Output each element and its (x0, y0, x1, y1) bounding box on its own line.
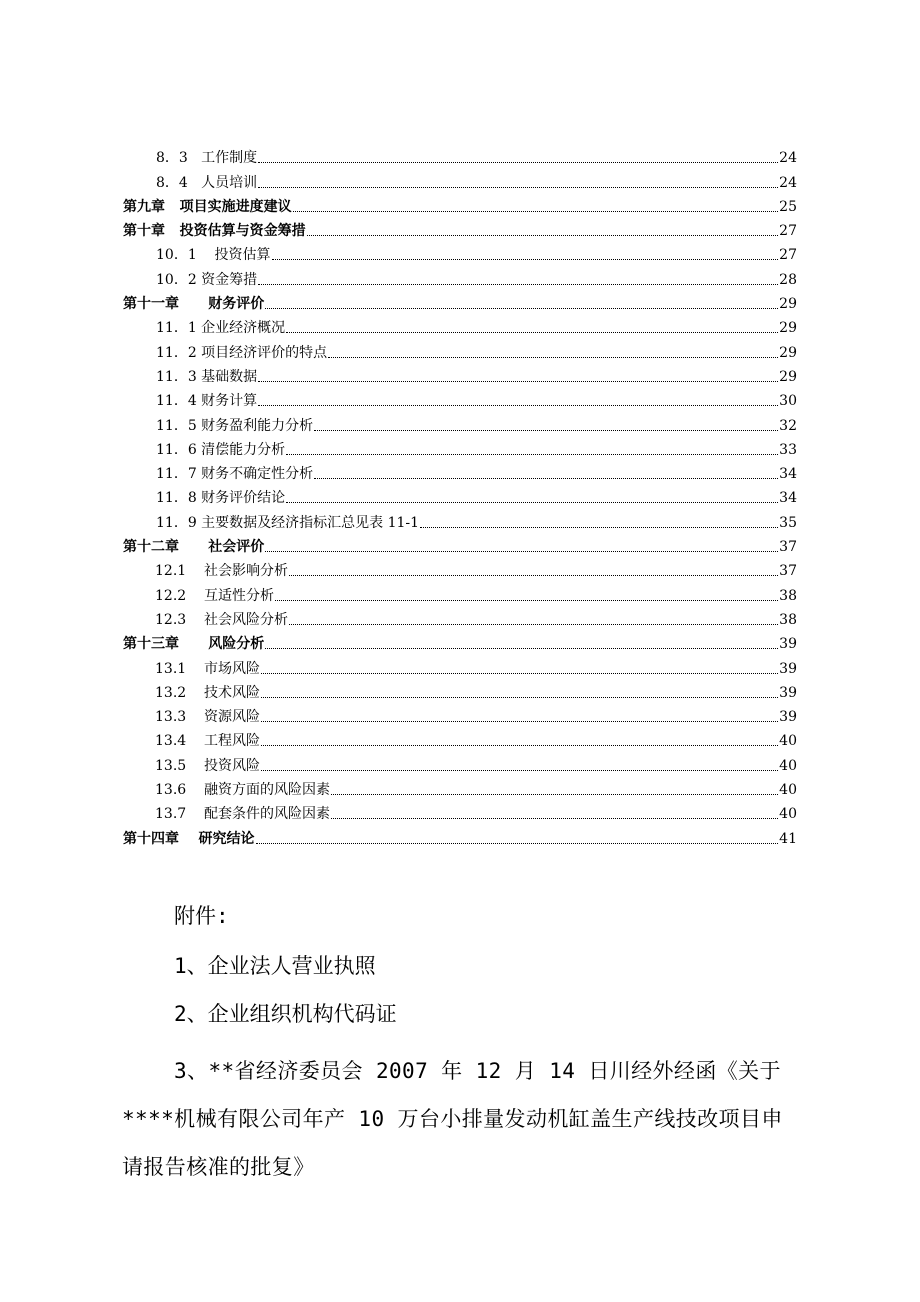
toc-entry-label: 13.5 投资风险 (155, 757, 260, 774)
toc-entry-label: 11．4 财务计算 (156, 393, 258, 410)
toc-leader-dots (261, 696, 778, 698)
toc-page-number: 41 (779, 830, 797, 847)
toc-leader-dots (289, 623, 778, 625)
toc-page-number: 40 (779, 782, 797, 799)
toc-section-row[interactable] (123, 143, 797, 167)
attachment-item-3: 3、**省经济委员会 2007 年 12 月 14 日川经外经函《关于****机械有限公司年产 10 万台小排量发动机缸盖生产线技改项目申请报告核准的批复》 (122, 1059, 783, 1179)
toc-page-number: 34 (779, 466, 797, 483)
table-of-contents (123, 143, 797, 848)
toc-page-number: 29 (779, 368, 797, 385)
toc-entry-label: 11．6 清偿能力分析 (156, 441, 286, 458)
toc-section-row[interactable] (123, 799, 797, 823)
toc-page-number: 38 (779, 611, 797, 628)
toc-section-row[interactable] (123, 605, 797, 629)
toc-page-number: 37 (779, 563, 797, 580)
toc-page-number: 33 (779, 441, 797, 458)
toc-leader-dots (265, 307, 778, 309)
toc-leader-dots (289, 574, 778, 576)
toc-entry-label: 13.1 市场风险 (155, 660, 260, 677)
toc-section-row[interactable] (123, 483, 797, 507)
attachments-heading: 附件: (174, 904, 229, 928)
toc-chapter-row[interactable] (123, 823, 797, 847)
toc-page-number: 40 (779, 757, 797, 774)
toc-page-number: 30 (779, 393, 797, 410)
toc-section-row[interactable] (123, 556, 797, 580)
toc-page-number: 39 (779, 660, 797, 677)
toc-entry-label: 11．1 企业经济概况 (156, 320, 286, 337)
toc-leader-dots (314, 429, 778, 431)
toc-entry-label: 第十二章 社会评价 (123, 539, 265, 556)
toc-leader-dots (258, 380, 778, 382)
toc-entry-label: 第九章 项目实施进度建议 (123, 198, 292, 215)
toc-leader-dots (258, 161, 778, 163)
toc-section-row[interactable] (123, 313, 797, 337)
toc-page-number: 39 (779, 709, 797, 726)
toc-leader-dots (272, 258, 779, 260)
toc-entry-label: 第十章 投资估算与资金筹措 (123, 223, 306, 240)
toc-section-row[interactable] (123, 167, 797, 191)
toc-leader-dots (258, 283, 778, 285)
toc-leader-dots (314, 477, 778, 479)
toc-entry-label: 11．2 项目经济评价的特点 (156, 344, 328, 361)
toc-section-row[interactable] (123, 410, 797, 434)
toc-page-number: 40 (779, 806, 797, 823)
toc-page-number: 39 (779, 684, 797, 701)
toc-entry-label: 12.2 互适性分析 (155, 587, 274, 604)
toc-leader-dots (261, 672, 778, 674)
toc-page-number: 27 (779, 223, 797, 240)
toc-leader-dots (261, 769, 778, 771)
toc-section-row[interactable] (123, 702, 797, 726)
toc-section-row[interactable] (123, 386, 797, 410)
toc-leader-dots (420, 526, 778, 528)
toc-entry-label: 12.3 社会风险分析 (155, 611, 288, 628)
toc-leader-dots (286, 331, 778, 333)
toc-entry-label: 8．3 工作制度 (156, 150, 258, 167)
toc-page-number: 38 (779, 587, 797, 604)
toc-chapter-row[interactable] (123, 192, 797, 216)
toc-section-row[interactable] (123, 362, 797, 386)
toc-page-number: 29 (779, 344, 797, 361)
toc-entry-label: 13.4 工程风险 (155, 733, 260, 750)
toc-entry-label: 第十一章 财务评价 (123, 296, 265, 313)
toc-section-row[interactable] (123, 459, 797, 483)
toc-section-row[interactable] (123, 435, 797, 459)
toc-chapter-row[interactable] (123, 216, 797, 240)
toc-leader-dots (328, 356, 778, 358)
toc-leader-dots (258, 186, 778, 188)
toc-page-number: 37 (779, 539, 797, 556)
toc-leader-dots (261, 720, 778, 722)
attachment-item-2: 2、企业组织机构代码证 (174, 1002, 397, 1026)
toc-entry-label: 11．8 财务评价结论 (156, 490, 286, 507)
toc-section-row[interactable] (123, 337, 797, 361)
toc-section-row[interactable] (123, 678, 797, 702)
toc-entry-label: 12.1 社会影响分析 (155, 563, 288, 580)
toc-page-number: 35 (779, 514, 797, 531)
toc-section-row[interactable] (123, 507, 797, 531)
toc-leader-dots (275, 599, 778, 601)
toc-section-row[interactable] (123, 653, 797, 677)
toc-leader-dots (307, 234, 779, 236)
toc-leader-dots (258, 404, 778, 406)
toc-leader-dots (293, 210, 779, 212)
toc-leader-dots (261, 744, 778, 746)
toc-entry-label: 13.3 资源风险 (155, 709, 260, 726)
toc-leader-dots (331, 817, 778, 819)
toc-section-row[interactable] (123, 264, 797, 288)
toc-page-number: 24 (779, 150, 797, 167)
toc-entry-label: 13.2 技术风险 (155, 684, 260, 701)
toc-page-number: 40 (779, 733, 797, 750)
toc-entry-label: 13.7 配套条件的风险因素 (155, 806, 330, 823)
toc-leader-dots (286, 453, 778, 455)
toc-section-row[interactable] (123, 726, 797, 750)
toc-entry-label: 10．1 投资估算 (156, 247, 271, 264)
toc-entry-label: 11．7 财务不确定性分析 (156, 466, 314, 483)
toc-chapter-row[interactable] (123, 629, 797, 653)
toc-entry-label: 11．9 主要数据及经济指标汇总见表 11-1 (156, 514, 420, 531)
toc-entry-label: 8．4 人员培训 (156, 174, 258, 191)
toc-leader-dots (256, 842, 779, 844)
toc-section-row[interactable] (123, 580, 797, 604)
toc-section-row[interactable] (123, 750, 797, 774)
toc-leader-dots (265, 550, 778, 552)
toc-page-number: 25 (779, 198, 797, 215)
toc-entry-label: 10．2 资金筹措 (156, 271, 258, 288)
toc-chapter-row[interactable] (123, 532, 797, 556)
toc-section-row[interactable] (123, 775, 797, 799)
toc-leader-dots (286, 501, 778, 503)
toc-page-number: 28 (779, 271, 797, 288)
toc-entry-label: 13.6 融资方面的风险因素 (155, 782, 330, 799)
attachment-item-1: 1、企业法人营业执照 (174, 954, 376, 978)
toc-page-number: 29 (779, 320, 797, 337)
toc-entry-label: 11．5 财务盈利能力分析 (156, 417, 314, 434)
toc-page-number: 27 (779, 247, 797, 264)
toc-leader-dots (331, 793, 778, 795)
toc-page-number: 34 (779, 490, 797, 507)
toc-chapter-row[interactable] (123, 289, 797, 313)
toc-entry-label: 第十四章 研究结论 (123, 830, 255, 847)
toc-page-number: 32 (779, 417, 797, 434)
toc-leader-dots (265, 647, 778, 649)
toc-entry-label: 11．3 基础数据 (156, 368, 258, 385)
toc-entry-label: 第十三章 风险分析 (123, 636, 265, 653)
toc-page-number: 39 (779, 636, 797, 653)
toc-page-number: 24 (779, 174, 797, 191)
toc-page-number: 29 (779, 296, 797, 313)
toc-section-row[interactable] (123, 240, 797, 264)
